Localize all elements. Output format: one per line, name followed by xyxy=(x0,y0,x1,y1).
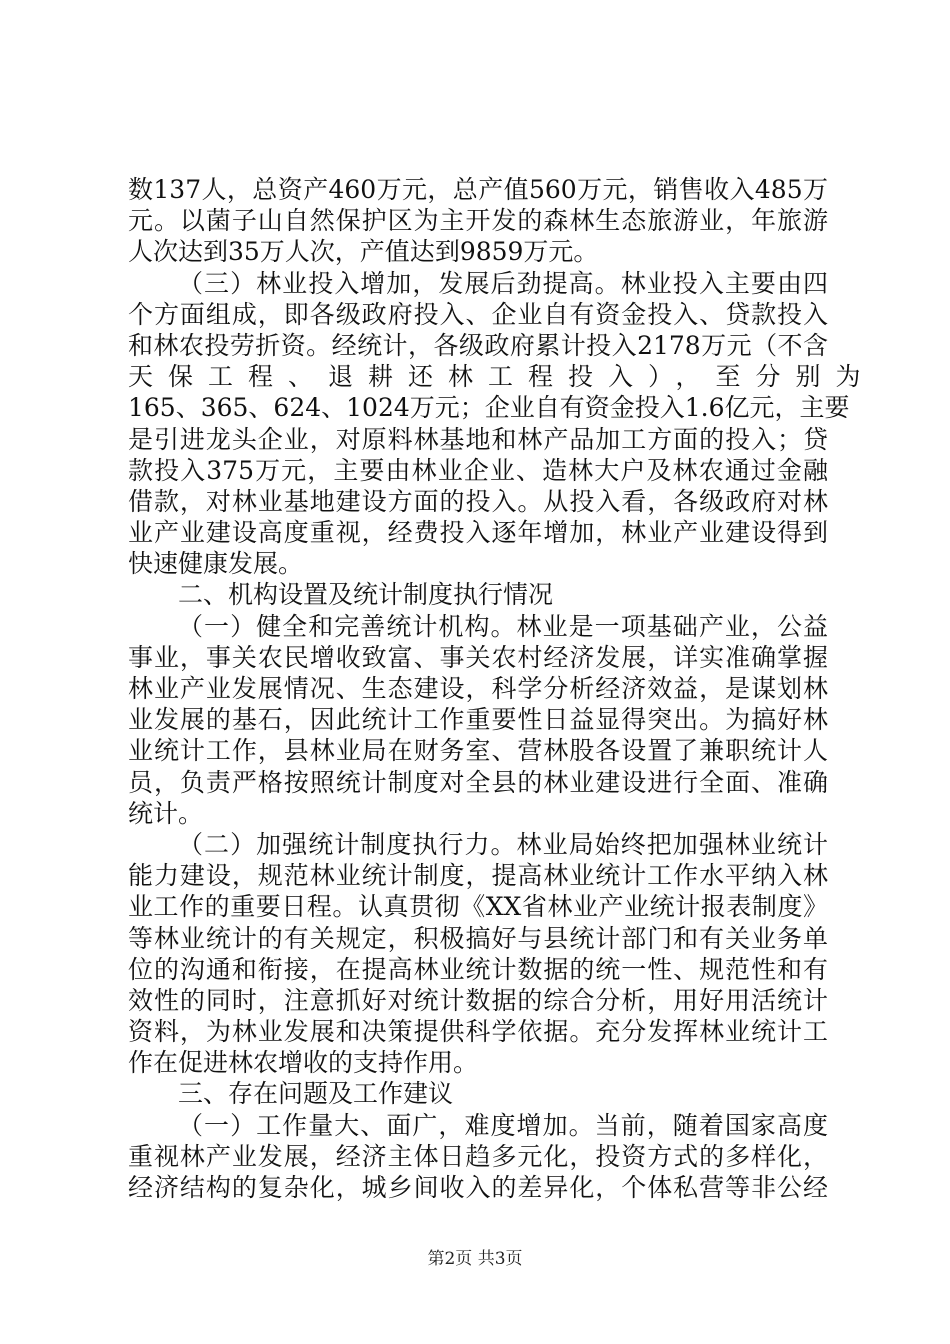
text-line: 业发展的基石，因此统计工作重要性日益显得突出。为搞好林 xyxy=(128,705,828,735)
text-line: 是引进龙头企业，对原料林基地和林产品加工方面的投入；贷 xyxy=(128,424,828,454)
page-footer: 第2页 共3页 xyxy=(427,1249,523,1269)
text-line: 快速健康发展。 xyxy=(128,549,304,579)
text-line: 重视林产业发展，经济主体日趋多元化，投资方式的多样化， xyxy=(128,1141,828,1171)
text-line: 作在促进林农增收的支持作用。 xyxy=(128,1048,479,1078)
text-line: 员，负责严格按照统计制度对全县的林业建设进行全面、准确 xyxy=(128,767,828,797)
text-line: 元。以菌子山自然保护区为主开发的森林生态旅游业，年旅游 xyxy=(128,206,828,236)
text-line: 天保工程、退耕还林工程投入），至分别为 xyxy=(128,362,876,392)
document-body xyxy=(128,174,876,1203)
text-line: 能力建设，规范林业统计制度，提高林业统计工作水平纳入林 xyxy=(128,861,828,891)
text-line: 等林业统计的有关规定，积极搞好与县统计部门和有关业务单 xyxy=(128,923,828,953)
text-line: 165、365、624、1024万元；企业自有资金投入1.6亿元，主要 xyxy=(128,393,850,423)
text-line: 效性的同时，注意抓好对统计数据的综合分析，用好用活统计 xyxy=(128,985,828,1015)
text-line: 借款，对林业基地建设方面的投入。从投入看，各级政府对林 xyxy=(128,486,828,516)
text-line: 资料，为林业发展和决策提供科学依据。充分发挥林业统计工 xyxy=(128,1017,828,1047)
text-line: 人次达到35万人次，产值达到9859万元。 xyxy=(128,237,599,267)
text-line: 位的沟通和衔接，在提高林业统计数据的统一性、规范性和有 xyxy=(128,954,828,984)
text-line: 业统计工作，县林业局在财务室、营林股各设置了兼职统计人 xyxy=(128,736,828,766)
text-line: （一）健全和完善统计机构。林业是一项基础产业，公益 xyxy=(178,611,828,641)
text-line: 事业，事关农民增收致富、事关农村经济发展，详实准确掌握 xyxy=(128,642,828,672)
text-line: 款投入375万元，主要由林业企业、造林大户及林农通过金融 xyxy=(128,455,828,485)
text-line: 二、机构设置及统计制度执行情况 xyxy=(178,580,554,610)
text-line: 统计。 xyxy=(128,798,204,828)
text-line: （一）工作量大、面广，难度增加。当前，随着国家高度 xyxy=(178,1110,828,1140)
text-line: 三、存在问题及工作建议 xyxy=(178,1079,454,1109)
text-line: （二）加强统计制度执行力。林业局始终把加强林业统计 xyxy=(178,829,828,859)
text-line: 林业产业发展情况、生态建设，科学分析经济效益，是谋划林 xyxy=(128,674,828,703)
text-line: 业工作的重要日程。认真贯彻《XX省林业产业统计报表制度》 xyxy=(128,892,828,922)
text-line: 经济结构的复杂化，城乡间收入的差异化，个体私营等非公经 xyxy=(128,1173,828,1202)
text-line: （三）林业投入增加，发展后劲提高。林业投入主要由四 xyxy=(178,268,828,298)
text-line: 和林农投劳折资。经统计，各级政府累计投入2178万元（不含 xyxy=(128,330,828,360)
text-line: 数137人，总资产460万元，总产值560万元，销售收入485万 xyxy=(128,175,828,204)
text-line: 个方面组成，即各级政府投入、企业自有资金投入、贷款投入 xyxy=(128,299,828,329)
text-line: 业产业建设高度重视，经费投入逐年增加，林业产业建设得到 xyxy=(128,518,828,548)
